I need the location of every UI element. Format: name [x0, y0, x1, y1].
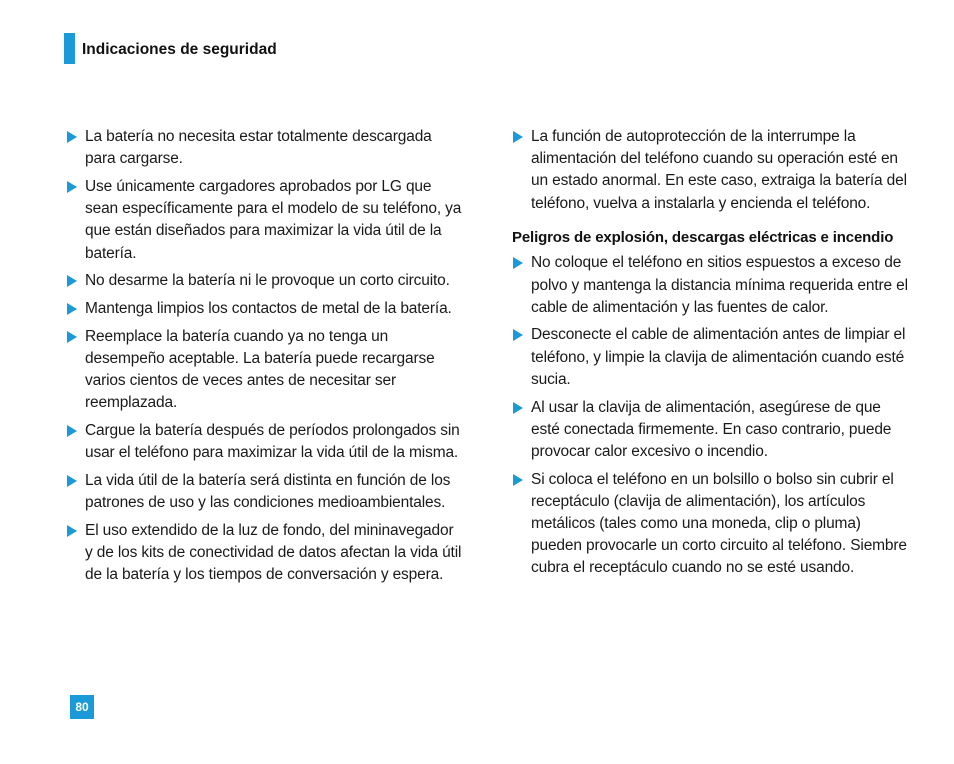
list-item: No coloque el teléfono en sitios espuestos a exceso de polvo y mantenga la distancia mínima requerida entre el cable de alimentación y las fuentes de calor.: [512, 252, 908, 319]
triangle-right-icon: [513, 131, 523, 143]
list-item: Reemplace la batería cuando ya no tenga un desempeño aceptable. La batería puede recargarse varios cientos de veces antes de necesitar ser reemplazada.: [66, 326, 462, 415]
list-item: La batería no necesita estar totalmente descargada para cargarse.: [66, 126, 462, 170]
section-heading: Peligros de explosión, descargas eléctricas e incendio: [512, 228, 894, 246]
triangle-right-icon: [67, 425, 77, 437]
triangle-right-icon: [67, 331, 77, 343]
page-number: 80: [70, 695, 94, 719]
header-accent-bar: [64, 33, 75, 64]
list-item: La vida útil de la batería será distinta en función de los patrones de uso y las condiciones medioambientales.: [66, 470, 462, 514]
triangle-right-icon: [67, 275, 77, 287]
triangle-right-icon: [513, 329, 523, 341]
triangle-right-icon: [513, 402, 523, 414]
triangle-right-icon: [67, 525, 77, 537]
list-item: La función de autoprotección de la interrumpe la alimentación del teléfono cuando su operación esté en un estado anormal. En este caso, extraiga la batería del teléfono, vuelva a instalarla y encienda el teléfono.: [512, 126, 908, 215]
right-column: [512, 126, 908, 585]
triangle-right-icon: [513, 257, 523, 269]
left-column: [66, 126, 462, 592]
triangle-right-icon: [67, 475, 77, 487]
list-item: Si coloca el teléfono en un bolsillo o bolso sin cubrir el receptáculo (clavija de alimentación), los artículos metálicos (tales como una moneda, clip o pluma) pueden provocarle un corto circuito al teléfono. Siembre cubra el receptáculo cuando no se esté usando.: [512, 469, 908, 580]
list-item: Cargue la batería después de períodos prolongados sin usar el teléfono para maximizar la vida útil de la misma.: [66, 420, 462, 464]
list-item: El uso extendido de la luz de fondo, del mininavegador y de los kits de conectividad de datos afectan la vida útil de la batería y los tiempos de conversación y espera.: [66, 520, 462, 587]
page-title: Indicaciones de seguridad: [82, 41, 277, 58]
list-item: Al usar la clavija de alimentación, asegúrese de que esté conectada firmemente. En caso contrario, puede provocar calor excesivo o incendio.: [512, 397, 908, 464]
triangle-right-icon: [513, 474, 523, 486]
triangle-right-icon: [67, 131, 77, 143]
triangle-right-icon: [67, 303, 77, 315]
triangle-right-icon: [67, 181, 77, 193]
list-item: No desarme la batería ni le provoque un corto circuito.: [66, 270, 462, 292]
list-item: Desconecte el cable de alimentación antes de limpiar el teléfono, y limpie la clavija de alimentación cuando esté sucia.: [512, 324, 908, 391]
list-item: Use únicamente cargadores aprobados por LG que sean específicamente para el modelo de su teléfono, ya que están diseñados para maximizar la vida útil de la batería.: [66, 176, 462, 265]
list-item: Mantenga limpios los contactos de metal de la batería.: [66, 298, 462, 320]
